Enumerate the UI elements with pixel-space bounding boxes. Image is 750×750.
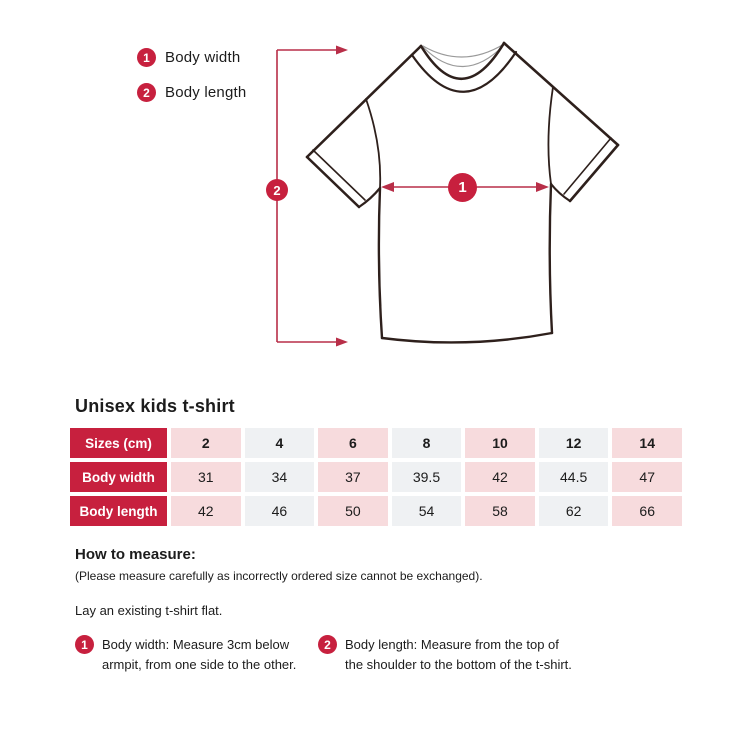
how-to-measure-note: (Please measure carefully as incorrectly ordered size cannot be exchanged).	[75, 569, 483, 583]
body-length-value: 58	[465, 496, 535, 526]
size-value: 2	[171, 428, 241, 458]
size-value: 12	[539, 428, 609, 458]
measurement-arrows	[277, 46, 549, 347]
step-text-body-length: Body length: Measure from the top of the shoulder to the bottom of the t-shirt.	[345, 637, 572, 672]
measure-step-body-length	[318, 635, 577, 674]
body-width-value: 44.5	[539, 462, 609, 492]
size-table	[70, 428, 682, 526]
body-length-value: 46	[245, 496, 315, 526]
step-badge-1: 1	[75, 635, 94, 654]
size-value: 8	[392, 428, 462, 458]
body-length-value: 62	[539, 496, 609, 526]
legend-item-body-width	[137, 46, 246, 69]
legend-badge-2: 2	[137, 83, 156, 102]
legend-label-body-length: Body length	[165, 84, 247, 101]
body-width-value: 39.5	[392, 462, 462, 492]
body-length-value: 50	[318, 496, 388, 526]
body-length-value: 66	[612, 496, 682, 526]
body-length-value: 42	[171, 496, 241, 526]
body-width-value: 42	[465, 462, 535, 492]
legend	[137, 46, 246, 116]
size-value: 14	[612, 428, 682, 458]
measure-steps	[75, 635, 685, 674]
body-width-value: 31	[171, 462, 241, 492]
size-value: 4	[245, 428, 315, 458]
legend-label-body-width: Body width	[165, 49, 241, 66]
step-text-body-width: Body width: Measure 3cm below armpit, from one side to the other.	[102, 637, 297, 672]
legend-badge-1: 1	[137, 48, 156, 67]
body-width-value: 34	[245, 462, 315, 492]
step-badge-2: 2	[318, 635, 337, 654]
how-to-measure-intro: Lay an existing t-shirt flat.	[75, 603, 223, 618]
legend-item-body-length	[137, 81, 246, 104]
body-width-value: 47	[612, 462, 682, 492]
how-to-measure-title: How to measure:	[75, 546, 196, 563]
width-marker-badge: 1	[448, 173, 477, 202]
body-length-value: 54	[392, 496, 462, 526]
row-header-body-length: Body length	[70, 496, 167, 526]
size-value: 6	[318, 428, 388, 458]
table-title: Unisex kids t-shirt	[75, 396, 235, 416]
row-header-sizes: Sizes (cm)	[70, 428, 167, 458]
length-marker-badge: 2	[266, 179, 288, 201]
measure-step-body-width	[75, 635, 318, 674]
body-width-value: 37	[318, 462, 388, 492]
row-header-body-width: Body width	[70, 462, 167, 492]
size-value: 10	[465, 428, 535, 458]
how-to-measure-section	[75, 546, 685, 674]
